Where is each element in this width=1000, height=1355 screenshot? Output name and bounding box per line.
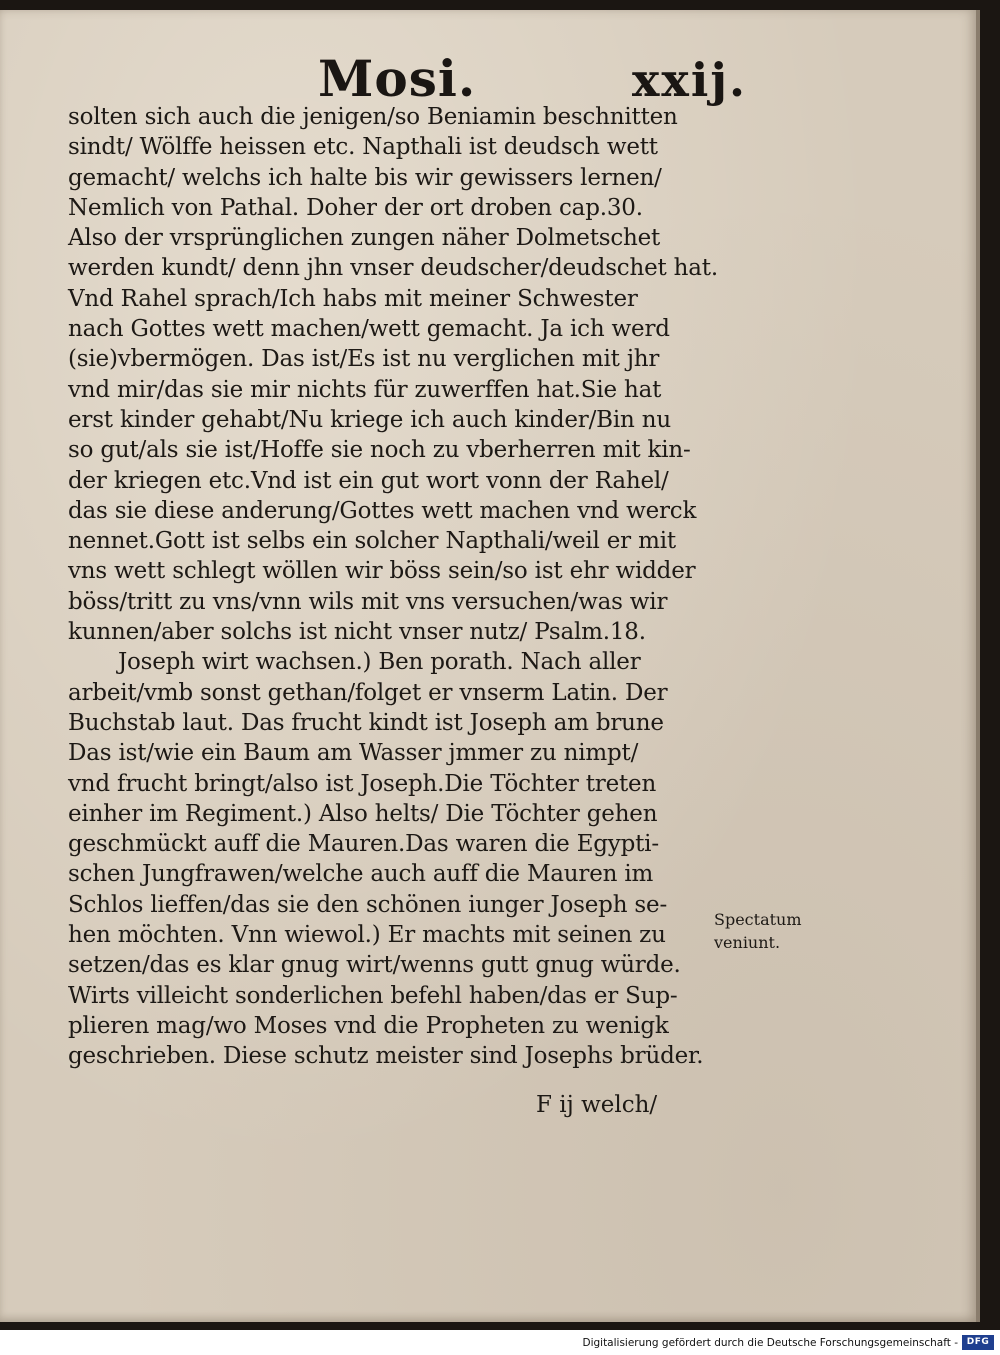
text-line: böss/tritt zu vns/vnn wils mit vns versuchen/was wir bbox=[68, 588, 668, 615]
folio-number: xxij. bbox=[632, 53, 747, 107]
text-line: nach Gottes wett machen/wett gemacht. Ja ich werd bbox=[68, 316, 670, 343]
text-line: schen Jungfrawen/welche auch auff die Mauren im bbox=[68, 861, 654, 888]
margin-note bbox=[714, 908, 802, 954]
text-line: setzen/das es klar gnug wirt/wenns gutt gnug würde. bbox=[68, 952, 681, 979]
text-line: geschmückt auff die Mauren.Das waren die Egypti- bbox=[68, 831, 659, 858]
text-line: geschrieben. Diese schutz meister sind Josephs brüder. bbox=[68, 1043, 704, 1070]
text-line: hen möchten. Vnn wiewol.) Er machts mit seinen zu bbox=[68, 922, 666, 949]
text-line: solten sich auch die jenigen/so Beniamin beschnitten bbox=[68, 104, 678, 130]
text-line: sindt/ Wölffe heissen etc. Napthali ist deudsch wett bbox=[68, 134, 658, 161]
text-line: (sie)vbermögen. Das ist/Es ist nu verglichen mit jhr bbox=[68, 346, 660, 373]
text-line: arbeit/vmb sonst gethan/folget er vnserm Latin. Der bbox=[68, 679, 668, 706]
text-line: vns wett schlegt wöllen wir böss sein/so ist ehr widder bbox=[68, 558, 696, 585]
margin-note-line: veniunt. bbox=[714, 933, 781, 952]
text-line: gemacht/ welchs ich halte bis wir gewissers lernen/ bbox=[68, 164, 662, 191]
text-line: vnd frucht bringt/also ist Joseph.Die Töchter treten bbox=[68, 770, 657, 797]
text-line: Vnd Rahel sprach/Ich habs mit meiner Schwester bbox=[68, 285, 638, 312]
running-head: Mosi. bbox=[318, 49, 477, 108]
text-line: so gut/als sie ist/Hoffe sie noch zu vberherren mit kin- bbox=[68, 437, 691, 464]
page-header bbox=[0, 40, 976, 110]
text-line: nennet.Gott ist selbs ein solcher Napthali/weil er mit bbox=[68, 528, 676, 555]
text-line: Also der vrsprünglichen zungen näher Dolmetschet bbox=[68, 225, 661, 252]
text-line: das sie diese anderung/Gottes wett machen vnd werck bbox=[68, 497, 697, 524]
paragraph-start-line: Joseph wirt wachsen.) Ben porath. Nach aller bbox=[118, 649, 641, 676]
text-line: Buchstab laut. Das frucht kindt ist Joseph am brune bbox=[68, 709, 664, 736]
text-line: Nemlich von Pathal. Doher der ort droben cap.30. bbox=[68, 194, 643, 221]
text-line: Schlos lieffen/das sie den schönen iunger Joseph se- bbox=[68, 891, 668, 918]
margin-note-line: Spectatum bbox=[714, 910, 802, 929]
text-line: vnd mir/das sie mir nichts für zuwerffen hat.Sie hat bbox=[68, 376, 662, 403]
text-line: plieren mag/wo Moses vnd die Propheten zu wenigk bbox=[68, 1012, 669, 1039]
text-line: Das ist/wie ein Baum am Wasser jmmer zu nimpt/ bbox=[68, 740, 639, 767]
text-line: der kriegen etc.Vnd ist ein gut wort vonn der Rahel/ bbox=[68, 467, 669, 494]
catchword: F ij welch/ bbox=[536, 1092, 658, 1118]
text-line: erst kinder gehabt/Nu kriege ich auch kinder/Bin nu bbox=[68, 406, 671, 433]
book-page bbox=[0, 10, 976, 1322]
text-line: werden kundt/ denn jhn vnser deudscher/deudschet hat. bbox=[68, 255, 718, 282]
digitization-credit: Digitalisierung gefördert durch die Deutsche Forschungsgemeinschaft - bbox=[582, 1337, 958, 1349]
footer-bar bbox=[0, 1330, 1000, 1355]
text-line: einher im Regiment.) Also helts/ Die Töchter gehen bbox=[68, 800, 658, 827]
text-line: Wirts villeicht sonderlichen befehl haben/das er Sup- bbox=[68, 982, 678, 1009]
dfg-logo: DFG bbox=[962, 1335, 994, 1350]
text-line: kunnen/aber solchs ist nicht vnser nutz/ Psalm.18. bbox=[68, 619, 646, 646]
page-edge bbox=[976, 10, 980, 1322]
body-text bbox=[68, 102, 718, 1072]
